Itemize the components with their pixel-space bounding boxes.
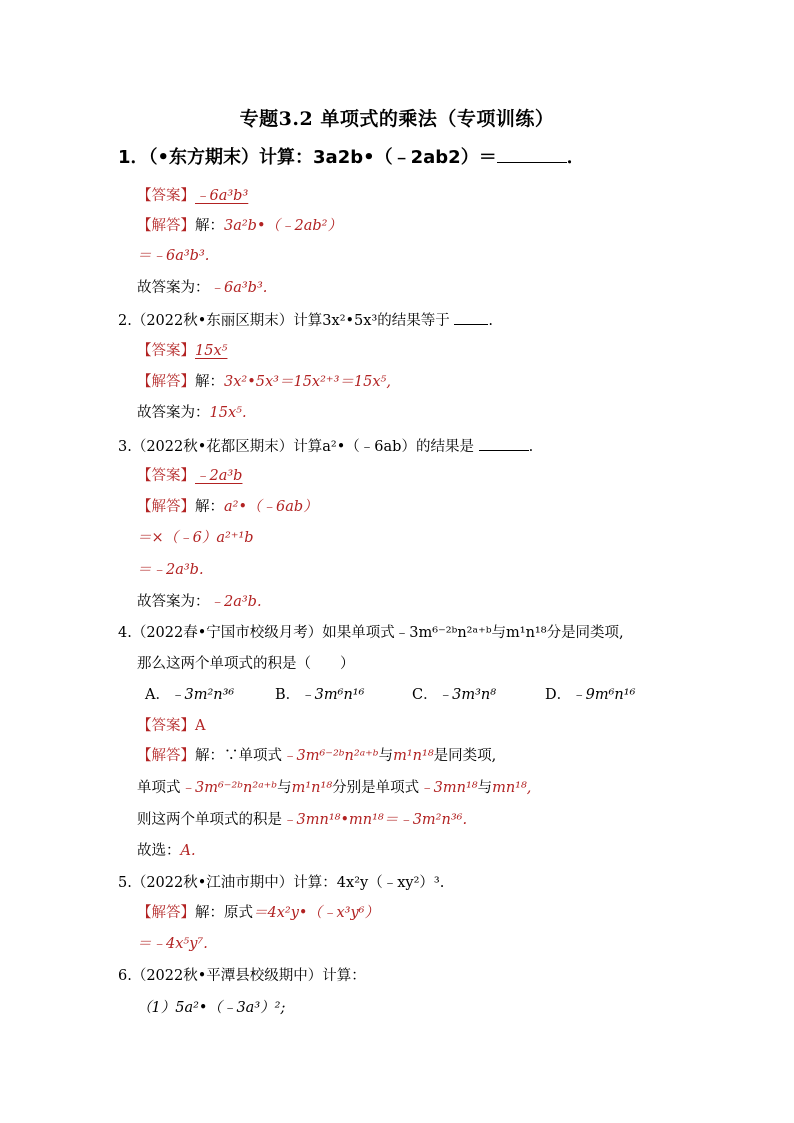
question-5-step: ＝﹣4x⁵y⁷. <box>137 936 208 952</box>
question-3-step-1: ＝×（﹣6）a²⁺¹b <box>137 530 254 546</box>
question-4-stem-line-2: 那么这两个单项式的积是（ ） <box>137 656 355 672</box>
question-4-answer: 【答案】A <box>137 718 206 734</box>
question-2-final: 故答案为：15x⁵. <box>137 405 247 421</box>
question-2-stem: 2.（2022秋•东丽区期末）计算3x²•5x³的结果等于 . <box>118 310 493 331</box>
question-4-solution: 【解答】解：∵单项式﹣3m⁶⁻²ᵇn²ᵃ⁺ᵇ与m¹n¹⁸是同类项, <box>137 748 497 764</box>
question-1-answer: 【答案】﹣6a³b³ <box>137 188 249 204</box>
question-3-answer: 【答案】﹣2a³b <box>137 468 243 484</box>
answer-blank <box>497 148 567 163</box>
answer-blank <box>454 310 488 325</box>
question-4-stem-line-1: 4.（2022春•宁国市校级月考）如果单项式﹣3m⁶⁻²ᵇn²ᵃ⁺ᵇ与m¹n¹⁸分是同类项, <box>118 625 624 641</box>
question-3-stem: 3.（2022秋•花都区期末）计算a²•（﹣6ab）的结果是 . <box>118 436 533 457</box>
option-d: D．﹣9m⁶n¹⁶ <box>545 687 636 703</box>
option-a: A．﹣3m²n³⁶ <box>145 687 235 703</box>
question-6-stem: 6.（2022秋•平潭县校级期中）计算： <box>118 968 366 984</box>
question-4-step-1: 单项式﹣3m⁶⁻²ᵇn²ᵃ⁺ᵇ与m¹n¹⁸分别是单项式﹣3mn¹⁸与mn¹⁸, <box>137 780 532 796</box>
question-3-final: 故答案为：﹣2a³b. <box>137 594 262 610</box>
question-3-step-2: ＝﹣2a³b. <box>137 562 204 578</box>
question-2-answer: 【答案】15x⁵ <box>137 343 228 359</box>
question-1-stem: 1．（•东方期末）计算：3a2b•（﹣2ab2）＝ ． <box>118 147 585 168</box>
option-c: C．﹣3m³n⁸ <box>412 687 497 703</box>
question-4-final: 故选：A. <box>137 843 196 859</box>
question-2-solution: 【解答】解：3x²•5x³＝15x²⁺³＝15x⁵, <box>137 374 391 390</box>
question-6-part-1: （1）5a²•（﹣3a³）²; <box>137 1000 286 1016</box>
option-b: B．﹣3m⁶n¹⁶ <box>275 687 365 703</box>
question-1-final: 故答案为：﹣6a³b³. <box>137 280 268 296</box>
question-5-solution: 【解答】解：原式＝4x²y•（﹣x³y⁶） <box>137 905 379 921</box>
question-1-solution: 【解答】解：3a²b•（﹣2ab²） <box>137 218 342 234</box>
page-title: 专题3.2 单项式的乘法（专项训练） <box>239 108 555 130</box>
question-1-step: ＝﹣6a³b³. <box>137 248 210 264</box>
question-5-stem: 5.（2022秋•江油市期中）计算：4x²y（﹣xy²）³. <box>118 875 445 891</box>
question-4-step-2: 则这两个单项式的积是﹣3mn¹⁸•mn¹⁸＝﹣3m²n³⁶. <box>137 812 468 828</box>
question-3-solution: 【解答】解：a²•（﹣6ab） <box>137 499 318 515</box>
answer-blank <box>479 436 529 451</box>
